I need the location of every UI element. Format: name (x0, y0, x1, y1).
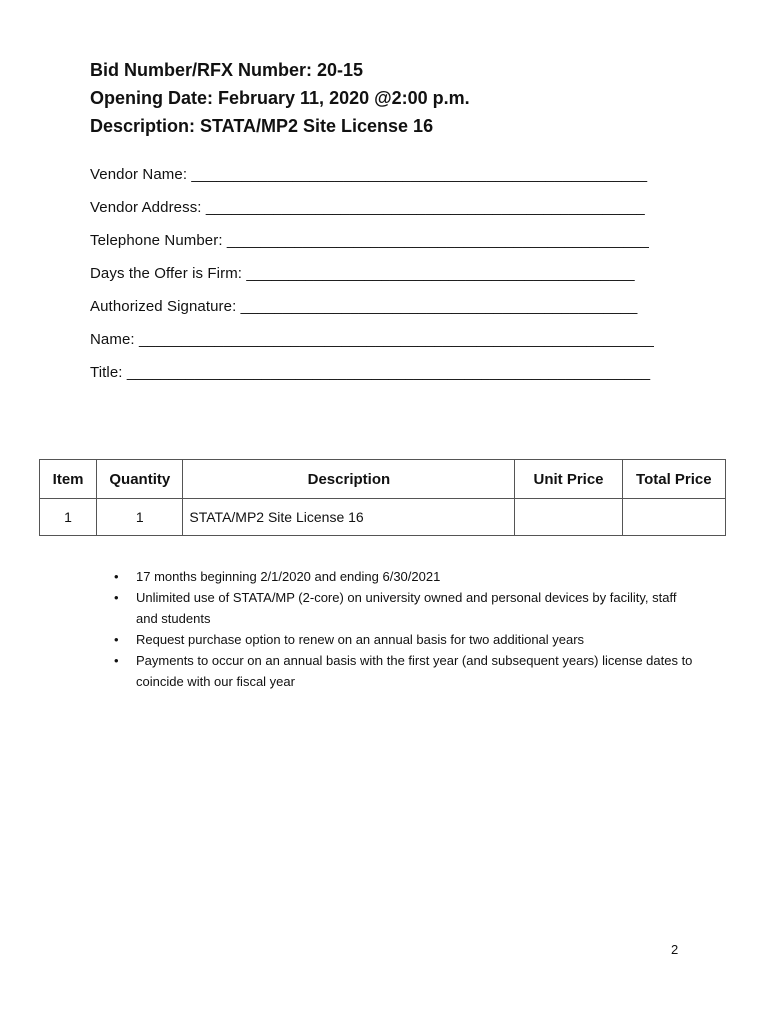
bullet-icon: • (114, 653, 119, 668)
bullet-icon: • (114, 569, 119, 584)
note-text: Request purchase option to renew on an annual basis for two additional years (136, 632, 585, 647)
bullet-icon: • (114, 632, 119, 647)
license-notes (110, 566, 696, 692)
telephone-number-field[interactable]: Telephone Number: __________________________________________________ (90, 232, 649, 249)
header-quantity: Quantity (97, 460, 183, 499)
vendor-address-field[interactable]: Vendor Address: ____________________________________________________ (90, 199, 645, 216)
cell-item: 1 (40, 499, 97, 536)
list-item (114, 587, 696, 629)
name-field[interactable]: Name: _____________________________________________________________ (90, 331, 654, 348)
table-header-row (40, 460, 726, 499)
bid-header (90, 56, 690, 140)
cell-total-price[interactable] (622, 499, 725, 536)
opening-date: Opening Date: February 11, 2020 @2:00 p.m. (90, 88, 470, 108)
vendor-name-field[interactable]: Vendor Name: ______________________________________________________ (90, 166, 648, 183)
days-offer-firm-field[interactable]: Days the Offer is Firm: ______________________________________________ (90, 265, 635, 282)
header-total-price: Total Price (622, 460, 725, 499)
bid-description: Description: STATA/MP2 Site License 16 (90, 116, 434, 136)
cell-unit-price[interactable] (515, 499, 622, 536)
note-text: 17 months beginning 2/1/2020 and ending 6/30/2021 (136, 569, 441, 584)
bid-number: Bid Number/RFX Number: 20-15 (90, 60, 364, 80)
note-text: Payments to occur on an annual basis with the first year (and subsequent years) license dates to coincide with our fiscal year (136, 653, 693, 689)
cell-quantity: 1 (97, 499, 183, 536)
authorized-signature-field[interactable]: Authorized Signature: _______________________________________________ (90, 298, 638, 315)
list-item (114, 629, 696, 650)
header-unit-price: Unit Price (515, 460, 622, 499)
table-row (40, 499, 726, 536)
bullet-icon: • (114, 590, 119, 605)
page-number: 2 (671, 942, 679, 957)
header-item: Item (40, 460, 97, 499)
items-table (39, 459, 726, 536)
note-text: Unlimited use of STATA/MP (2-core) on university owned and personal devices by facility, staff and students (136, 590, 677, 626)
cell-description: STATA/MP2 Site License 16 (183, 499, 515, 536)
title-field[interactable]: Title: ______________________________________________________________ (90, 364, 651, 381)
vendor-fields (90, 158, 690, 389)
list-item (114, 566, 696, 587)
header-description: Description (183, 460, 515, 499)
list-item (114, 650, 696, 692)
